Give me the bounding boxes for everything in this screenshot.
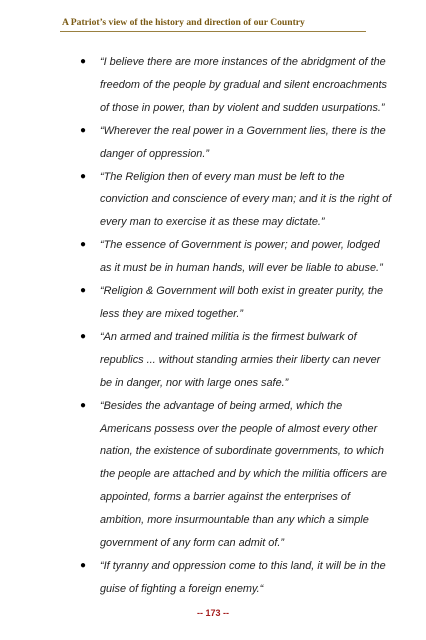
header-rule xyxy=(60,31,366,32)
bullet-icon: ● xyxy=(80,559,87,571)
quote-item xyxy=(80,395,392,555)
quote-text: “Besides the advantage of being armed, which the Americans possess over the people of almost every other nation, the existence of subordinate governments, to which the people are attached and by which the militia officers are appointed, forms a barrier against the enterprises of ambition, more insurmountable than any which a simple government of any form can admit of.” xyxy=(100,399,387,550)
quote-text: “The essence of Government is power; and power, lodged as it must be in human hands, will ever be liable to abuse.” xyxy=(100,239,383,275)
quote-list xyxy=(80,51,392,601)
bullet-icon: ● xyxy=(80,239,87,251)
quote-text: “The Religion then of every man must be left to the conviction and conscience of every man; and it is the right of every man to exercise it as these may dictate.” xyxy=(100,170,392,229)
quote-item xyxy=(80,555,392,601)
quote-item xyxy=(80,120,392,166)
quote-text: “Wherever the real power in a Government lies, there is the danger of oppression.” xyxy=(100,124,386,160)
bullet-icon: ● xyxy=(80,124,87,136)
bullet-icon: ● xyxy=(80,399,87,411)
quote-item xyxy=(80,326,392,395)
quote-text: “I believe there are more instances of the abridgment of the freedom of the people by gradual and silent encroachments of those in power, than by violent and sudden usurpations.” xyxy=(100,56,387,114)
page-number: -- 173 -- xyxy=(196,608,229,618)
bullet-icon: ● xyxy=(80,56,87,67)
quote-text: “An armed and trained militia is the firmest bulwark of republics ... without standing armies their liberty can never be in danger, nor with large ones safe.” xyxy=(100,330,381,389)
bullet-icon: ● xyxy=(80,330,87,342)
bullet-icon: ● xyxy=(80,170,87,182)
quote-text: “Religion & Government will both exist in greater purity, the less they are mixed together.” xyxy=(100,285,384,320)
running-header: A Patriot’s view of the history and direction of our Country xyxy=(62,17,305,28)
bullet-icon: ● xyxy=(80,285,87,297)
quote-item xyxy=(80,51,392,120)
quote-item xyxy=(80,234,392,280)
quote-item xyxy=(80,166,392,235)
quote-item xyxy=(80,280,392,326)
quote-text: “If tyranny and oppression come to this land, it will be in the guise of fighting a foreign enemy.“ xyxy=(100,559,386,595)
